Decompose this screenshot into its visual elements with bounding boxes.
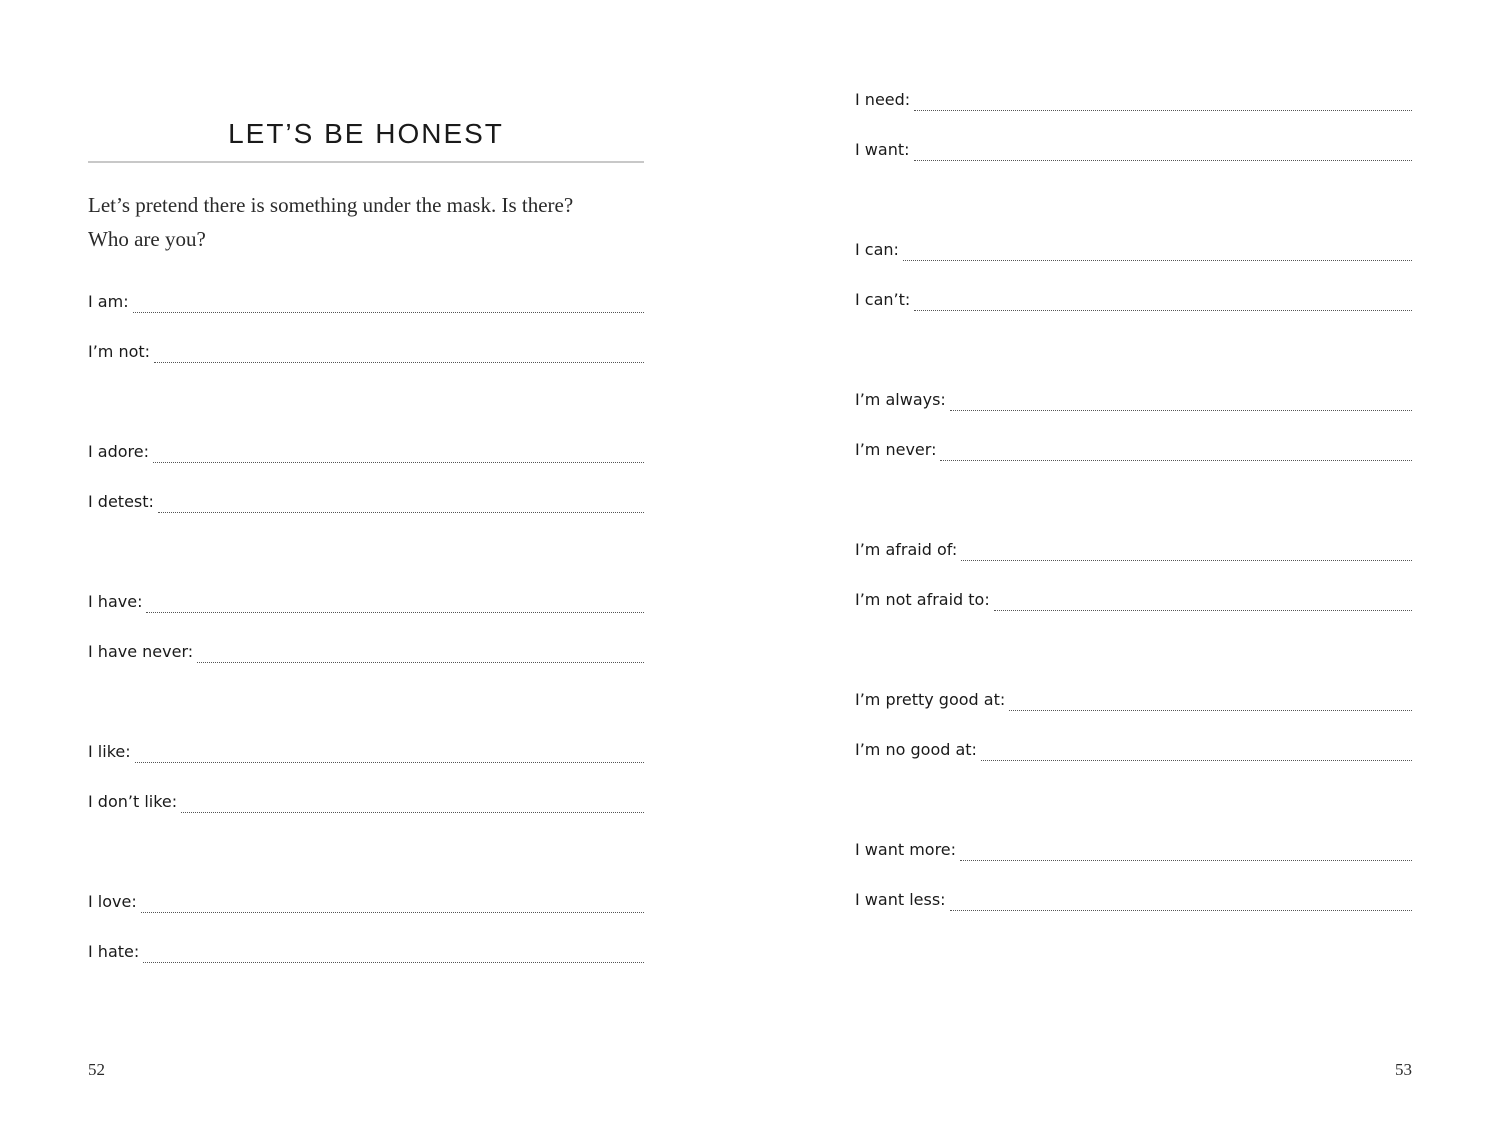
field-label: I love: bbox=[88, 892, 137, 911]
writing-line[interactable] bbox=[143, 961, 644, 963]
field-i-detest[interactable] bbox=[88, 492, 644, 518]
field-label: I want less: bbox=[855, 890, 946, 909]
field-label: I want: bbox=[855, 140, 910, 159]
field-label: I like: bbox=[88, 742, 131, 761]
page-number: 53 bbox=[1395, 1060, 1412, 1079]
field-i-dont-like[interactable] bbox=[88, 792, 644, 818]
field-label: I have: bbox=[88, 592, 143, 611]
writing-line[interactable] bbox=[154, 361, 644, 363]
field-label: I’m no good at: bbox=[855, 740, 977, 759]
field-im-not-afraid-to[interactable] bbox=[855, 590, 1412, 616]
field-label: I am: bbox=[88, 292, 129, 311]
writing-line[interactable] bbox=[903, 259, 1412, 261]
field-i-need[interactable] bbox=[855, 90, 1412, 116]
writing-line[interactable] bbox=[914, 109, 1412, 111]
field-label: I hate: bbox=[88, 942, 140, 961]
field-label: I adore: bbox=[88, 442, 150, 461]
field-label: I’m pretty good at: bbox=[855, 690, 1006, 709]
writing-line[interactable] bbox=[950, 409, 1412, 411]
field-label: I’m not: bbox=[88, 342, 151, 361]
writing-line[interactable] bbox=[981, 759, 1412, 761]
field-i-hate[interactable] bbox=[88, 942, 644, 968]
field-i-have-never[interactable] bbox=[88, 642, 644, 668]
field-im-afraid-of[interactable] bbox=[855, 540, 1412, 566]
page-number: 52 bbox=[88, 1060, 105, 1079]
field-label: I’m never: bbox=[855, 440, 937, 459]
field-i-adore[interactable] bbox=[88, 442, 644, 468]
writing-line[interactable] bbox=[914, 159, 1413, 161]
field-i-have[interactable] bbox=[88, 592, 644, 618]
writing-line[interactable] bbox=[1009, 709, 1412, 711]
field-i-am[interactable] bbox=[88, 292, 644, 318]
writing-line[interactable] bbox=[994, 609, 1412, 611]
field-i-want-more[interactable] bbox=[855, 840, 1412, 866]
intro-text bbox=[88, 188, 648, 256]
writing-line[interactable] bbox=[940, 459, 1412, 461]
field-im-always[interactable] bbox=[855, 390, 1412, 416]
writing-line[interactable] bbox=[181, 811, 644, 813]
field-im-never[interactable] bbox=[855, 440, 1412, 466]
field-i-like[interactable] bbox=[88, 742, 644, 768]
page-title: LET’S BE HONEST bbox=[228, 118, 504, 149]
writing-line[interactable] bbox=[133, 311, 644, 313]
writing-line[interactable] bbox=[153, 461, 644, 463]
writing-line[interactable] bbox=[158, 511, 644, 513]
field-label: I want more: bbox=[855, 840, 957, 859]
field-i-cant[interactable] bbox=[855, 290, 1412, 316]
field-im-no-good-at[interactable] bbox=[855, 740, 1412, 766]
writing-line[interactable] bbox=[960, 859, 1412, 861]
title-divider bbox=[88, 161, 644, 163]
field-label: I don’t like: bbox=[88, 792, 178, 811]
writing-line[interactable] bbox=[914, 309, 1412, 311]
field-label: I’m always: bbox=[855, 390, 946, 409]
field-im-pretty-good-at[interactable] bbox=[855, 690, 1412, 716]
field-label: I have never: bbox=[88, 642, 194, 661]
right-page bbox=[750, 0, 1500, 1128]
writing-line[interactable] bbox=[950, 909, 1412, 911]
field-label: I’m afraid of: bbox=[855, 540, 958, 559]
writing-line[interactable] bbox=[961, 559, 1412, 561]
intro-line-1: Let’s pretend there is something under the mask. Is there? bbox=[88, 193, 574, 217]
field-label: I need: bbox=[855, 90, 911, 109]
writing-line[interactable] bbox=[146, 611, 644, 613]
field-i-want-less[interactable] bbox=[855, 890, 1412, 916]
field-im-not[interactable] bbox=[88, 342, 644, 368]
field-label: I’m not afraid to: bbox=[855, 590, 990, 609]
field-label: I can’t: bbox=[855, 290, 911, 309]
field-label: I can: bbox=[855, 240, 899, 259]
field-i-can[interactable] bbox=[855, 240, 1412, 266]
writing-line[interactable] bbox=[197, 661, 644, 663]
field-i-love[interactable] bbox=[88, 892, 644, 918]
field-i-want[interactable] bbox=[855, 140, 1412, 166]
writing-line[interactable] bbox=[141, 911, 644, 913]
intro-line-2: Who are you? bbox=[88, 227, 206, 251]
field-label: I detest: bbox=[88, 492, 154, 511]
writing-line[interactable] bbox=[135, 761, 644, 763]
